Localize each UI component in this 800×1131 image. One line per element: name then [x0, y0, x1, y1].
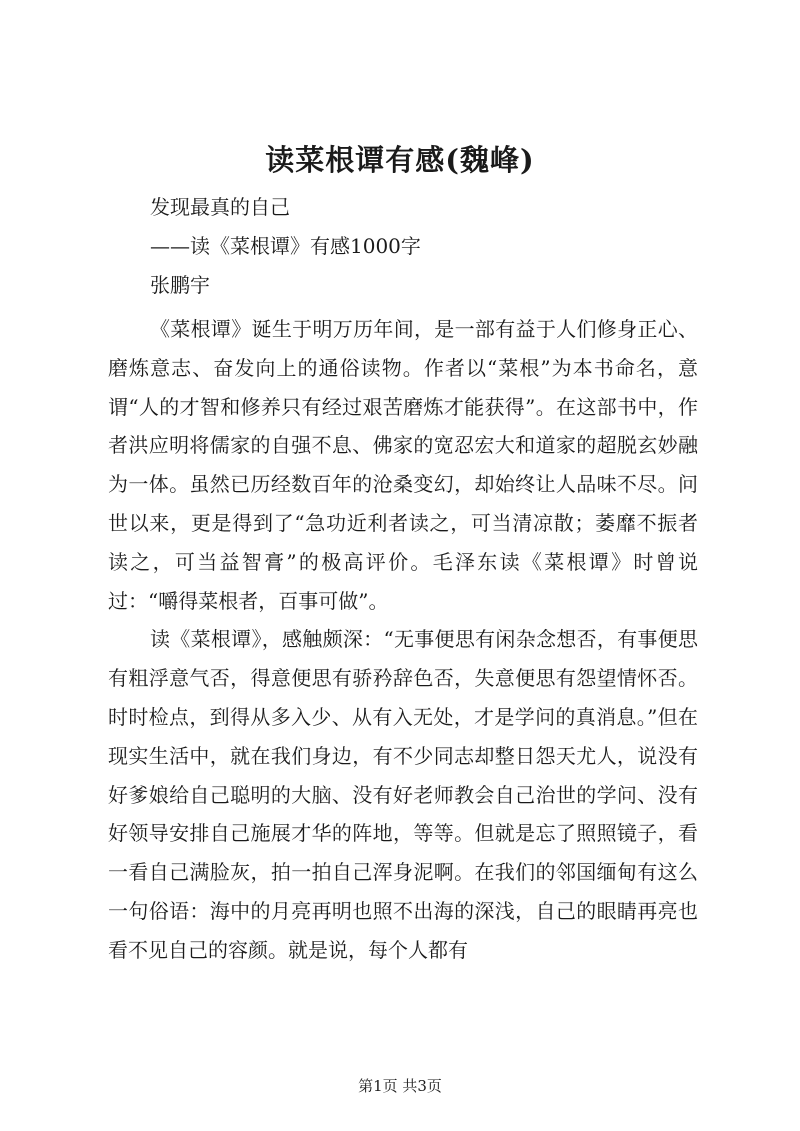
document-title: 读菜根谭有感(魏峰)	[265, 143, 535, 177]
paragraph: 《菜根谭》诞生于明万历年间，是一部有益于人们修身正心、磨炼意志、奋发向上的通俗读物。作者以“菜根”为本书命名，意谓“人的才智和修养只有经过艰苦磨炼才能获得”。在这部书中，作者洪应明将儒家的自强不息、佛家的宽忍宏大和道家的超脱玄妙融为一体。虽然已历经数百年的沧桑变幻，却始终让人品味不尽。问世以来，更是得到了“急功近利者读之，可当清凉散；萎靡不振者读之，可当益智膏”的极高评价。毛泽东读《菜根谭》时曾说过：“嚼得菜根者，百事可做”。	[108, 317, 698, 613]
page-footer: 第1页 共3页	[358, 1077, 442, 1095]
paragraph: 读《菜根谭》，感触颇深：“无事便思有闲杂念想否，有事便思有粗浮意气否，得意便思有骄矜辞色否，失意便思有怨望情怀否。时时检点，到得从多入少、从有入无处，才是学问的真消息。”但在现实生活中，就在我们身边，有不少同志却整日怨天尤人，说没有好爹娘给自己聪明的大脑、没有好老师教会自己治世的学问、没有好领导安排自己施展才华的阵地，等等。但就是忘了照照镜子，看一看自己满脸灰，拍一拍自己浑身泥啊。在我们的邻国缅甸有这么一句俗语：海中的月亮再明也照不出海的深浅，自己的眼睛再亮也看不见自己的容颜。就是说，每个人都有	[108, 627, 698, 962]
document-author: 张鹏宇	[150, 273, 210, 297]
document-body	[108, 310, 698, 970]
document-subtitle: 发现最真的自己	[150, 195, 290, 219]
document-subheading: ——读《菜根谭》有感1000字	[150, 234, 421, 258]
